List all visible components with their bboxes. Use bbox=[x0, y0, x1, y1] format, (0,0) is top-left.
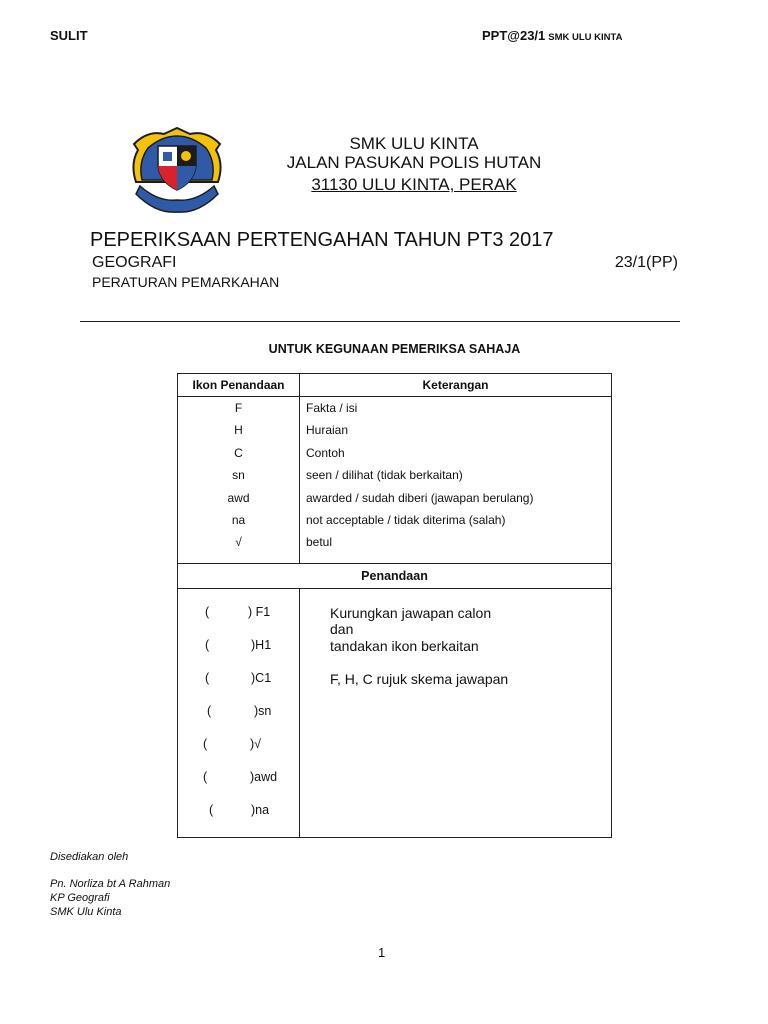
icon-cell bbox=[178, 397, 300, 564]
marks-row bbox=[178, 588, 612, 837]
prepared-by-label: Disediakan oleh bbox=[50, 851, 129, 863]
legend-icon: awd bbox=[227, 490, 250, 505]
examiner-only-heading: UNTUK KEGUNAAN PEMERIKSA SAHAJA bbox=[268, 342, 521, 356]
legend-description: not acceptable / tidak diterima (salah) bbox=[306, 512, 506, 527]
instruction-line: F, H, C rujuk skema jawapan bbox=[330, 670, 509, 687]
legend-description: Contoh bbox=[306, 445, 345, 460]
header-paper-code bbox=[482, 28, 623, 43]
legend-description: seen / dilihat (tidak berkaitan) bbox=[306, 468, 463, 483]
exam-title: PEPERIKSAAN PERTENGAHAN TAHUN PT3 2017 bbox=[90, 229, 554, 251]
table-header-row bbox=[178, 374, 612, 397]
legend-description: betul bbox=[306, 535, 333, 550]
legend-icon: C bbox=[234, 445, 243, 460]
exam-subject: GEOGRAFI bbox=[92, 254, 177, 271]
school-address-line2-wrap bbox=[200, 175, 628, 195]
legend-icon: F bbox=[234, 401, 243, 415]
legend-description: awarded / sudah diberi (jawapan berulang) bbox=[306, 490, 534, 505]
school-name: SMK ULU KINTA bbox=[349, 134, 479, 153]
legend-description: Huraian bbox=[306, 423, 349, 438]
marking-legend-table bbox=[177, 373, 612, 838]
legend-icon: sn bbox=[232, 468, 245, 483]
legend-icon: √ bbox=[235, 535, 242, 550]
horizontal-divider bbox=[80, 321, 680, 322]
legend-description: Fakta / isi bbox=[306, 401, 358, 415]
legend-rows bbox=[178, 397, 612, 564]
section-title-penandaan: Penandaan bbox=[178, 563, 612, 588]
instruction-line: dan bbox=[330, 620, 354, 637]
instruction-line: tandakan ikon berkaitan bbox=[330, 637, 479, 654]
preparer-role: KP Geografi bbox=[50, 892, 110, 904]
school-address-line1: JALAN PASUKAN POLIS HUTAN bbox=[286, 153, 542, 172]
header-code-text: PPT@23/1 bbox=[482, 28, 546, 43]
preparer-name: Pn. Norliza bt A Rahman bbox=[50, 878, 171, 890]
legend-icon: H bbox=[234, 423, 243, 438]
header-sulit: SULIT bbox=[50, 28, 88, 43]
legend-icon: na bbox=[231, 512, 246, 527]
page-number: 1 bbox=[378, 945, 386, 960]
document-type: PERATURAN PEMARKAHAN bbox=[92, 274, 280, 290]
header-description-column: Keterangan bbox=[300, 374, 612, 397]
header-school-text: SMK ULU KINTA bbox=[548, 32, 623, 43]
header-icon-column: Ikon Penandaan bbox=[178, 374, 300, 397]
school-address-line2: 31130 ULU KINTA, PERAK bbox=[311, 175, 517, 194]
section-title-row bbox=[178, 563, 612, 588]
mark-examples-cell: ( ) F1 ( )H1 ( )C1 ( )sn ( )√ ( )awd ( )na bbox=[178, 588, 300, 837]
paper-code: 23/1(PP) bbox=[614, 254, 678, 271]
preparer-school: SMK Ulu Kinta bbox=[50, 906, 122, 918]
marking-instructions-cell bbox=[300, 588, 612, 837]
description-cell bbox=[300, 397, 612, 564]
instruction-line: Kurungkan jawapan calon bbox=[330, 604, 492, 621]
